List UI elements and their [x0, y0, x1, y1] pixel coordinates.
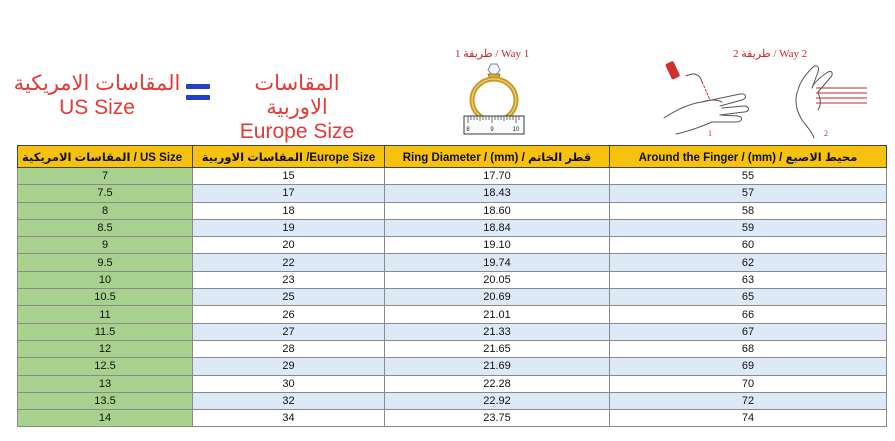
- circumference-cell: 66: [610, 306, 887, 323]
- ring-diameter-cell: 19.10: [385, 237, 610, 254]
- us-size-cell: 9.5: [18, 254, 193, 271]
- ring-diameter-cell: 21.33: [385, 323, 610, 340]
- europe-size-cell: 30: [193, 375, 385, 392]
- europe-size-cell: 28: [193, 340, 385, 357]
- table-row: [18, 185, 887, 202]
- circumference-cell: 68: [610, 340, 887, 357]
- europe-size-cell: 19: [193, 219, 385, 236]
- circumference-cell: 60: [610, 237, 887, 254]
- europe-size-title-en: Europe Size: [239, 120, 355, 143]
- table-header-row: [18, 146, 887, 168]
- us-size-title-ar: المقاسات الامريكية: [13, 72, 181, 95]
- us-size-title: [12, 72, 182, 120]
- europe-size-cell: 15: [193, 168, 385, 185]
- ruler-tick-8: 8: [466, 127, 470, 133]
- header-europe-size: المقاسات الاوربية /Europe Size: [193, 146, 385, 168]
- europe-size-cell: 23: [193, 271, 385, 288]
- table-row: [18, 289, 887, 306]
- europe-size-cell: 34: [193, 410, 385, 427]
- way2-step2-label: 2: [824, 129, 828, 138]
- us-size-cell: 11: [18, 306, 193, 323]
- us-size-cell: 13: [18, 375, 193, 392]
- europe-size-cell: 18: [193, 202, 385, 219]
- us-size-cell: 7.5: [18, 185, 193, 202]
- ring-diameter-cell: 18.43: [385, 185, 610, 202]
- us-size-cell: 13.5: [18, 392, 193, 409]
- us-size-cell: 12.5: [18, 358, 193, 375]
- ring-diameter-cell: 20.69: [385, 289, 610, 306]
- ring-diameter-cell: 17.70: [385, 168, 610, 185]
- ring-diameter-cell: 21.65: [385, 340, 610, 357]
- ring-diameter-cell: 23.75: [385, 410, 610, 427]
- us-size-cell: 11.5: [18, 323, 193, 340]
- circumference-cell: 59: [610, 219, 887, 236]
- header-around-finger: Around the Finger / (mm) / محيط الاصبع: [610, 146, 887, 168]
- us-size-cell: 8: [18, 202, 193, 219]
- europe-size-cell: 22: [193, 254, 385, 271]
- europe-size-cell: 26: [193, 306, 385, 323]
- ring-size-table: [17, 145, 887, 427]
- table-row: [18, 392, 887, 409]
- europe-size-title-ar: المقاسات الاوربية: [254, 72, 340, 119]
- table-row: [18, 375, 887, 392]
- europe-size-cell: 20: [193, 237, 385, 254]
- circumference-cell: 69: [610, 358, 887, 375]
- table-row: [18, 168, 887, 185]
- ring-diameter-cell: 18.60: [385, 202, 610, 219]
- ring-diameter-cell: 21.69: [385, 358, 610, 375]
- ruler-tick-9: 9: [490, 127, 494, 133]
- us-size-cell: 14: [18, 410, 193, 427]
- circumference-cell: 63: [610, 271, 887, 288]
- table-row: [18, 219, 887, 236]
- finger-measure-icon: [662, 58, 872, 140]
- table-row: [18, 410, 887, 427]
- header-ring-diameter: Ring Diameter / (mm) / قطر الخاتم: [385, 146, 610, 168]
- us-size-cell: 10: [18, 271, 193, 288]
- circumference-cell: 55: [610, 168, 887, 185]
- ring-diameter-cell: 22.92: [385, 392, 610, 409]
- way2-label: 2 طريقة / Way 2: [733, 48, 808, 60]
- europe-size-cell: 25: [193, 289, 385, 306]
- table-row: [18, 323, 887, 340]
- table-row: [18, 202, 887, 219]
- table-row: [18, 306, 887, 323]
- ring-diameter-cell: 20.05: [385, 271, 610, 288]
- circumference-cell: 62: [610, 254, 887, 271]
- circumference-cell: 65: [610, 289, 887, 306]
- header-us-size: المقاسات الامريكية / US Size: [18, 146, 193, 168]
- ring-diameter-cell: 18.84: [385, 219, 610, 236]
- us-size-title-en: US Size: [59, 96, 135, 119]
- us-size-cell: 7: [18, 168, 193, 185]
- way1-label: 1 طريقة / Way 1: [455, 48, 530, 60]
- table-row: [18, 340, 887, 357]
- europe-size-cell: 32: [193, 392, 385, 409]
- ring-on-ruler-icon: [462, 60, 526, 136]
- us-size-cell: 8.5: [18, 219, 193, 236]
- table-row: [18, 358, 887, 375]
- europe-size-cell: 27: [193, 323, 385, 340]
- us-size-cell: 12: [18, 340, 193, 357]
- circumference-cell: 72: [610, 392, 887, 409]
- ruler-tick-10: 10: [512, 127, 520, 133]
- us-size-cell: 9: [18, 237, 193, 254]
- circumference-cell: 67: [610, 323, 887, 340]
- table-row: [18, 254, 887, 271]
- circumference-cell: 74: [610, 410, 887, 427]
- europe-size-cell: 29: [193, 358, 385, 375]
- ring-diameter-cell: 22.28: [385, 375, 610, 392]
- europe-size-cell: 17: [193, 185, 385, 202]
- circumference-cell: 58: [610, 202, 887, 219]
- table-row: [18, 237, 887, 254]
- table-row: [18, 271, 887, 288]
- ring-diameter-cell: 21.01: [385, 306, 610, 323]
- circumference-cell: 70: [610, 375, 887, 392]
- ring-diameter-cell: 19.74: [385, 254, 610, 271]
- header-area: [0, 0, 895, 145]
- equals-icon: [186, 84, 210, 104]
- way2-step1-label: 1: [708, 129, 712, 138]
- europe-size-title: [222, 72, 372, 144]
- us-size-cell: 10.5: [18, 289, 193, 306]
- circumference-cell: 57: [610, 185, 887, 202]
